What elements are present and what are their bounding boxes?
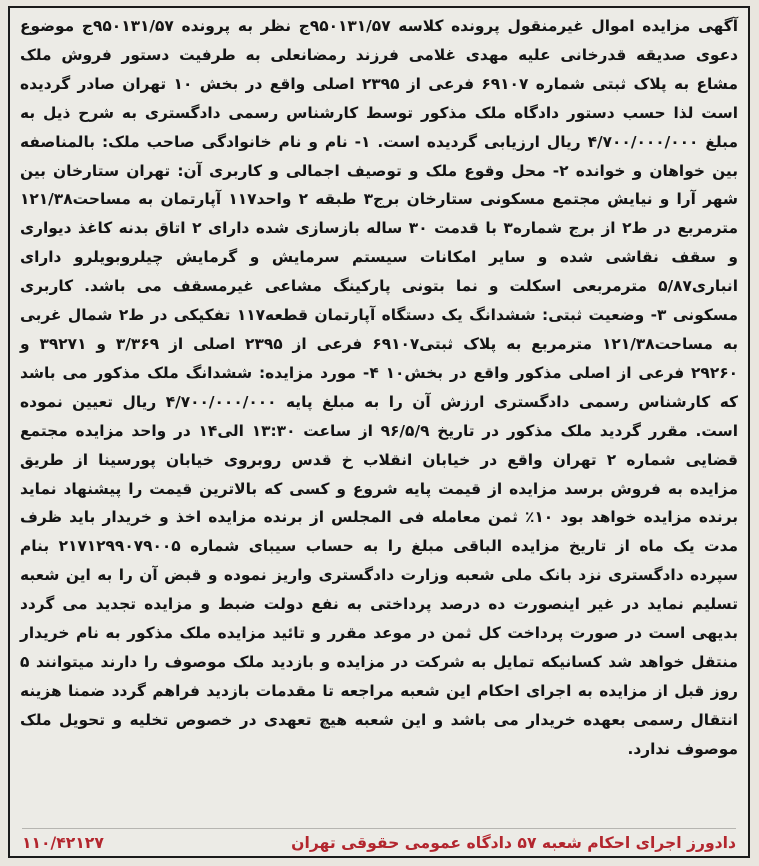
notice-reference-code: ۱۱۰/۴۲۱۲۷ bbox=[22, 834, 104, 852]
footer-divider bbox=[22, 828, 736, 829]
notice-footer bbox=[22, 828, 736, 854]
issuing-authority: دادورز اجرای احکام شعبه ۵۷ دادگاه عمومی حقوقی تهران bbox=[291, 834, 736, 852]
auction-notice-text: آگهی مزایده اموال غیرمنقول پرونده کلاسه ۹۵۰۱۳۱/۵۷ج نظر به پرونده ۹۵۰۱۳۱/۵۷ج موضوع دعوی صدیقه قدرخانی علیه مهدی غلامی فرزند رمضانعلی به طرفیت دستور فروش ملک مشاع به پلاک ثبتی شماره ۶۹۱۰۷ فرعی از ۲۳۹۵ اصلی واقع در بخش ۱۰ تهران صادر گردیده است لذا حسب دستور دادگاه ملک مذکور توسط کارشناس رسمی دادگستری به شرح ذیل به مبلغ ۴/۷۰۰/۰۰۰/۰۰۰ ریال ارزیابی گردیده است. ۱- نام و نام خانوادگی صاحب ملک: بالمناصفه بین خواهان و خوانده ۲- محل وقوع ملک و توصیف اجمالی و کاربری آن: تهران ستارخان بین شهر آرا و نیایش مجتمع مسکونی ستارخان برج۳ طبقه ۲ واحد۱۱۷ آپارتمان به مساحت۱۲۱/۳۸ مترمربع در ط۲ از برج شماره۳ با قدمت ۳۰ ساله بازسازی شده دارای ۲ اتاق بدنه کاغذ دیواری و سقف نقاشی شده و سایر امکانات سیستم سرمایش و گرمایش چیلروبویلرو دارای انباری۵/۸۷ مترمربعی اسکلت و نما بتونی پارکینگ مشاعی غیرمسقف می باشد. کاربری مسکونی ۳- وضعیت ثبتی: ششدانگ یک دستگاه آپارتمان قطعه۱۱۷ تفکیکی در ط۲ شمال غربی به مساحت۱۲۱/۳۸ مترمربع به پلاک ثبتی۶۹۱۰۷ فرعی از ۲۳۹۵ اصلی از ۳/۳۶۹ و ۳۹۲۷۱ و ۲۹۲۶۰ فرعی از اصلی مذکور واقع در بخش۱۰ ۴- مورد مزایده: ششدانگ ملک مذکور می باشد که کارشناس رسمی دادگستری ارزش آن را به مبلغ پایه ۴/۷۰۰/۰۰۰/۰۰۰ ریال تعیین نموده است. مقرر گردید ملک مذکور در تاریخ ۹۶/۵/۹ از ساعت ۱۳:۳۰ الی۱۴ در واحد مزایده مجتمع قضایی شماره ۲ تهران واقع در خیابان انقلاب خ قدس روبروی خیابان پورسینا از طریق مزایده به فروش برسد مزایده از قیمت پایه شروع و کسی که بالاترین قیمت را پیشنهاد نماید برنده مزایده خواهد بود ۱۰٪ ثمن معامله فی المجلس از برنده مزایده اخذ و خریدار باید ظرف مدت یک ماه از تاریخ مزایده الباقی مبلغ را به حساب سیبای شماره ۲۱۷۱۲۹۹۰۷۹۰۰۵ بنام سپرده دادگستری نزد بانک ملی شعبه وزارت دادگستری واریز نموده و قبض آن را به این شعبه تسلیم نماید در غیر اینصورت ده درصد پرداختی به نفع دولت ضبط و مزایده تجدید می گردد بدیهی است در صورت پرداخت کل ثمن در موعد مقرر و تائید مزایده ملک مذکور به نام خریدار منتقل خواهد شد کسانیکه تمایل به شرکت در مزایده و بازدید ملک موصوف را دارند میتوانند ۵ روز قبل از مزایده به اجرای احکام این شعبه مراجعه تا مقدمات بازدید فراهم گردد ضمنا هزینه انتقال رسمی بعهده خریدار می باشد و این شعبه هیچ تعهدی در خصوص تخلیه و تحویل ملک موصوف ندارد. bbox=[20, 17, 739, 758]
notice-border-frame bbox=[8, 6, 750, 858]
